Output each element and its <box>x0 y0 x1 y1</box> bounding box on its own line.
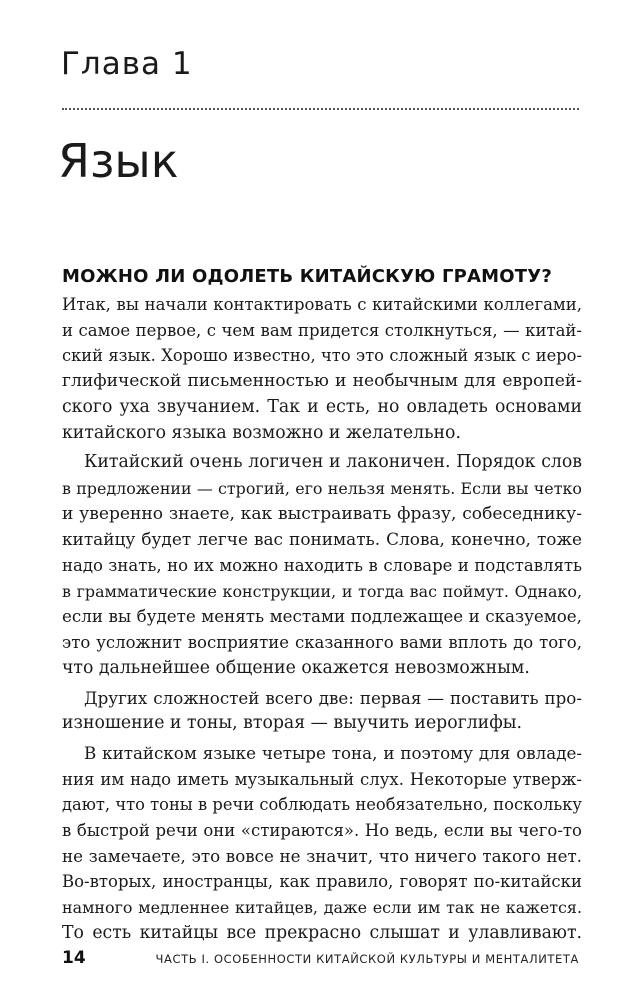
dotted-divider <box>62 108 579 110</box>
running-head: ЧАСТЬ I. ОСОБЕННОСТИ КИТАЙСКОЙ КУЛЬТУРЫ И МЕНТАЛИТЕТА <box>155 952 579 966</box>
paragraph-2 <box>62 450 582 681</box>
text-line: Китайский очень логичен и лаконичен. Порядок слов <box>84 452 582 473</box>
text-line: изношение и тоны, вторая — выучить иероглифы. <box>62 713 522 734</box>
text-line: намного медленнее китайцев, даже если им так не кажется. <box>62 898 582 918</box>
text-line: если вы будете менять местами подлежащее и сказуемое, <box>62 606 582 627</box>
text-line: это усложнит восприятие сказанного вами вплоть до того, <box>62 633 582 653</box>
text-line: что дальнейшее общение окажется невозможным. <box>62 657 530 678</box>
text-line: Итак, вы начали контактировать с китайскими коллегами, <box>62 295 582 314</box>
text-line: и уверенно знаете, как выстраивать фразу, собеседнику- <box>62 503 582 524</box>
text-line: То есть китайцы все прекрасно слышат и улавливают. <box>62 922 582 943</box>
text-line: не замечаете, это вовсе не значит, что ничего такого нет. <box>62 845 582 866</box>
chapter-label: Глава 1 <box>61 46 193 82</box>
page-number: 14 <box>62 948 86 968</box>
section-heading: МОЖНО ЛИ ОДОЛЕТЬ КИТАЙСКУЮ ГРАМОТУ? <box>62 266 552 287</box>
text-line: глифической письменностью и необычным для европей- <box>62 371 582 392</box>
text-line: в предложении — строгий, его нельзя менять. Если вы четко <box>62 478 582 498</box>
body-text <box>62 292 582 947</box>
text-line: в грамматические конструкции, и тогда вас поймут. Однако, <box>62 581 582 601</box>
text-line: дают, что тоны в речи соблюдать необязательно, поскольку <box>62 795 582 815</box>
text-line: ский язык. Хорошо известно, что это сложный язык с иеро- <box>62 346 582 366</box>
text-line: Других сложностей всего две: первая — поставить про- <box>84 687 582 708</box>
paragraph-3 <box>62 686 582 737</box>
text-line: надо знать, но их можно находить в словаре и подставлять <box>62 556 582 576</box>
chapter-title: Язык <box>58 134 179 188</box>
text-line: ского уха звучанием. Так и есть, но овладеть основами <box>62 396 582 417</box>
text-line: и самое первое, с чем вам придется столкнуться, — китай- <box>62 320 582 340</box>
page-footer <box>62 948 579 968</box>
paragraph-4 <box>62 741 582 947</box>
text-line: В китайском языке четыре тона, и поэтому для овладе- <box>84 742 582 763</box>
text-line: в быстрой речи они «стираются». Но ведь, если вы чего-то <box>62 821 582 841</box>
text-line: китайского языка возможно и желательно. <box>62 422 461 443</box>
text-line: ния им надо иметь музыкальный слух. Некоторые утверж- <box>62 769 582 789</box>
text-line: Во-вторых, иностранцы, как правило, говорят по-китайски <box>62 872 582 892</box>
paragraph-1 <box>62 292 582 446</box>
text-line: китайцу будет легче вас понимать. Слова, конечно, тоже <box>62 529 582 550</box>
